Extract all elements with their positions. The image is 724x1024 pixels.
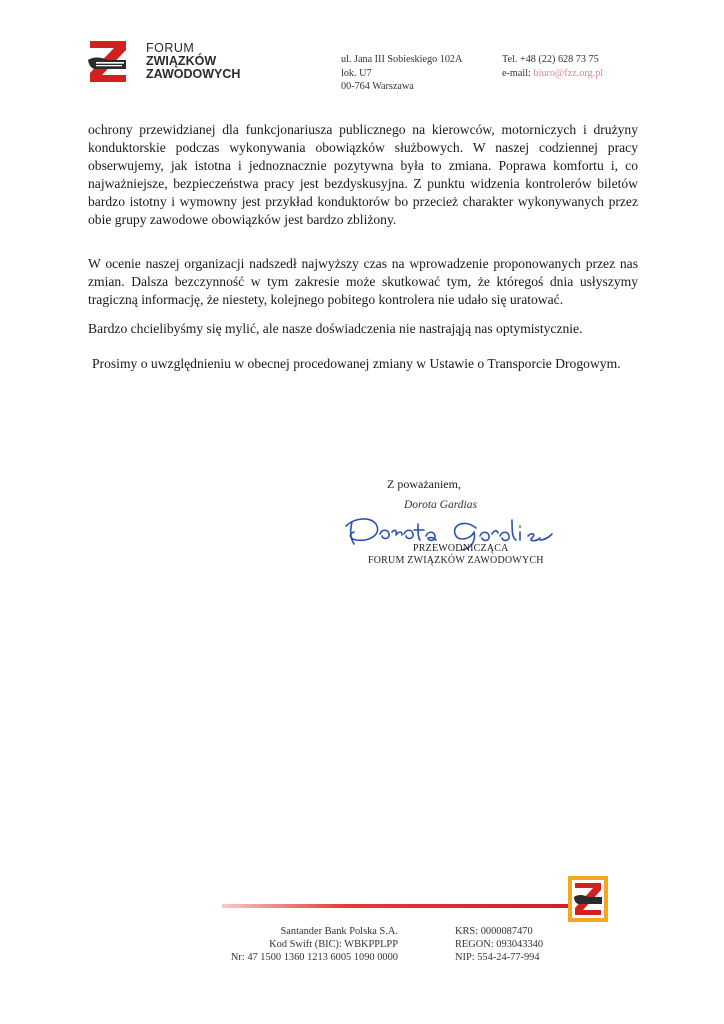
paragraph-4: Prosimy o uwzględnieniu w obecnej procedowanej zmiany w Ustawie o Transporcie Drogowym. xyxy=(92,356,621,371)
registry-nip: NIP: 554-24-77-994 xyxy=(455,952,540,963)
closing-greeting: Z poważaniem, xyxy=(387,477,461,491)
bank-swift: Kod Swift (BIC): WBKPPLPP xyxy=(269,939,398,950)
logo-line-zawodowych: ZAWODOWYCH xyxy=(146,67,241,81)
contact-email-row xyxy=(502,67,603,81)
fzz-logo xyxy=(86,38,130,84)
registry-details xyxy=(455,925,543,964)
address-city: 00-764 Warszawa xyxy=(341,81,414,92)
logo-wordmark xyxy=(146,42,240,81)
signatory-role: PRZEWODNICZĄCA xyxy=(413,543,509,554)
logo-line-forum: FORUM xyxy=(146,41,195,55)
registry-regon: REGON: 093043340 xyxy=(455,939,544,950)
logo-line-zwiazkow: ZWIĄZKÓW xyxy=(146,54,217,68)
paragraph-1: ochrony przewidzianej dla funkcjonariusza publicznego na kierowców, motorniczych i drużyny konduktorskie podczas wykonywania obowiązków służbowych. W naszej codziennej pracy obserwujemy, jak istotna i jednoznacznie pozytywna była to zmiana. Poprawa komfortu i, co najważniejsze, bezpieczeństwa pracy jest bezdyskusyjna. Z punktu widzenia kontrolerów biletów bardzo istotny i wymowny jest przykład konduktorów bo przecież charakter wykonywanych przez obie grupy zawodowe obowiązków jest bardzo zbliżony. xyxy=(88,122,638,227)
address-unit: lok. U7 xyxy=(341,67,372,79)
contact-email-link[interactable]: biuro@fzz.org.pl xyxy=(533,67,604,79)
bank-account: Nr: 47 1500 1360 1213 6005 1090 0000 xyxy=(230,952,398,963)
signatory-name: Dorota Gardias xyxy=(404,499,477,511)
address-street: ul. Jana III Sobieskiego 102A xyxy=(341,54,463,65)
footer-fzz-logo xyxy=(568,876,608,922)
paragraph-3: Bardzo chcielibyśmy się mylić, ale nasze doświadczenia nie nastrająją nas optymistycznie. xyxy=(88,321,583,336)
signatory-organization: FORUM ZWIĄZKÓW ZAWODOWYCH xyxy=(368,555,544,566)
contact-phone: Tel. +48 (22) 628 73 75 xyxy=(502,54,599,65)
paragraph-2: W ocenie naszej organizacji nadszedł najwyższy czas na wprowadzenie proponowanych przez nas zmian. Dalsza bezczynność w tym zakresie może skutkować tym, że któregoś dnia usłyszymy tragiczną informację, że niestety, kolejnego pobitego kontrolera nie udało się uratować. xyxy=(88,256,638,307)
address-block xyxy=(341,53,462,94)
footer-divider xyxy=(222,904,572,908)
contact-email-label: e-mail: xyxy=(502,67,534,79)
contact-block xyxy=(502,53,603,80)
bank-name: Santander Bank Polska S.A. xyxy=(280,926,398,937)
bank-details xyxy=(210,925,398,964)
registry-krs: KRS: 0000087470 xyxy=(455,926,533,937)
